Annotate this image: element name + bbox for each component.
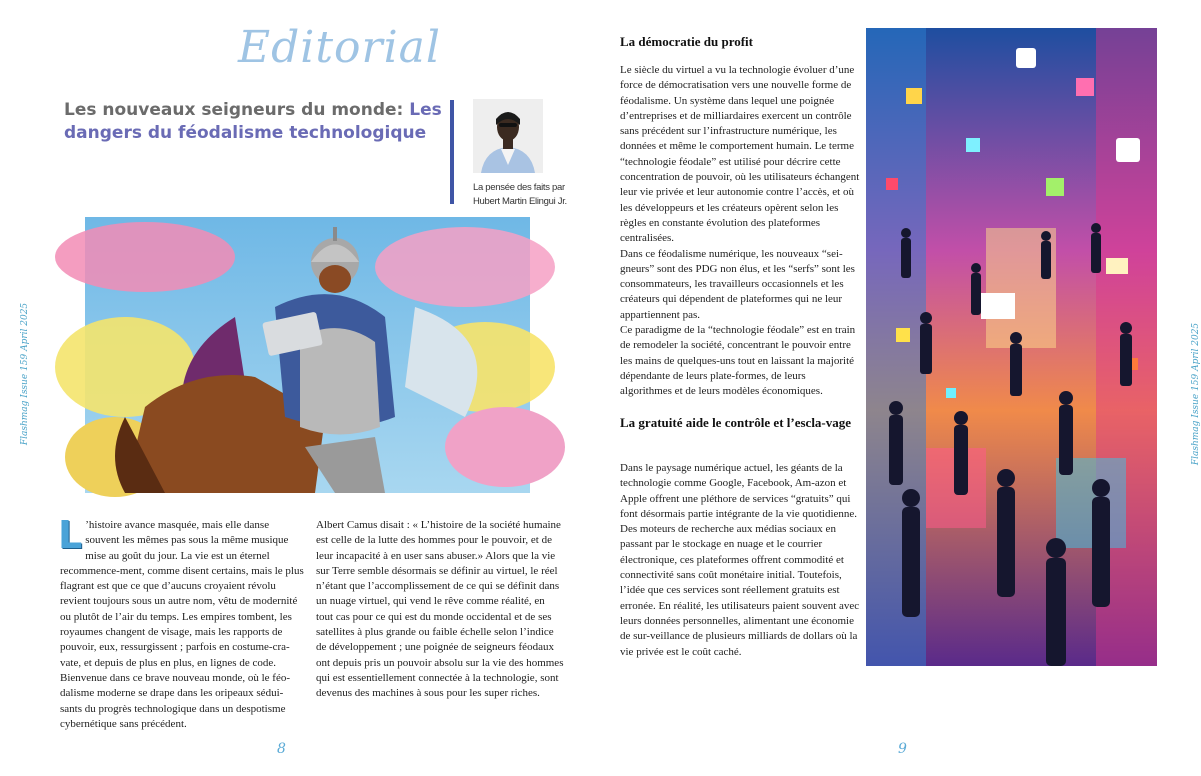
headline-accent: Les dangers du féodalisme technologique xyxy=(64,100,442,143)
section-body-1 xyxy=(620,63,860,400)
column-2-text: Albert Camus disait : « L’histoire de la société humaine est celle de la lutte des hommes pour le pouvoir, et de leur incapacité à en user sans abuser.» Alors que la vie sur Terre semble désormais se définir au virtuel, le réel n’étant que l’accomplissement de ce qui se définit dans un nuage virtuel, qui vend le rêve comme réalité, en tout cas pour ce qui est du monde occidental et de ses satellites à plus grande ou faible échelle selon l’indice de développement ; une poignée de seigneurs féodaux ont depuis pris un pouvoir absolu sur la vie des hommes qui est essentiellement connectée à la technologie, sont devenus des machines à sous pour les super riches. xyxy=(316,519,564,700)
drop-cap: L xyxy=(58,513,83,557)
issue-side-label: Flashmag Issue 159 April 2025 xyxy=(1191,322,1201,466)
right-page xyxy=(600,0,1200,776)
issue-side-label: Flashmag Issue 159 April 2025 xyxy=(20,302,31,446)
section-1-text: Le siècle du virtuel a vu la technologie évoluer d’une force de démocratisation vers une nouvelle forme de féodalisme. Un système dans lequel une poignée d’entreprises et de milliardaires exercent un contrôle sans précédent sur l’infrastructure numérique, les données et même le comportement humain. Le terme “technologie féodale” est utilisé pour décrire cette concentration de pouvoir, où les utilisateurs échangent leur vie privée et leur autonomie contre l’accès, et où les développeurs et les créateurs opèrent selon les règles en constante évolution des plateformes centralisées. Dans ce féodalisme numérique, les nouveaux “sei-gneurs” sont des PDG non élus, et les “serfs” sont les consommateurs, les travailleurs occasionnels et les créateurs qui dépendent de plateformes qui ne leur appartiennent pas. Ce paradigme de la “technologie féodale” est en train de remodeler la société, concentrant le pouvoir entre les mains de quelques-uns tout en laissant la majorité dépendante de leurs plate-formes, de leurs algorithmes et de leurs modèles économiques. xyxy=(620,64,860,398)
page-number: 8 xyxy=(277,741,286,757)
section-body-2 xyxy=(620,461,860,660)
knight-illustration xyxy=(85,217,530,493)
section-title-2: La gratuité aide le contrôle et l’escla-vage xyxy=(620,415,852,430)
digital-crowd-illustration xyxy=(866,28,1157,666)
headline-main: Les nouveaux seigneurs du monde: xyxy=(64,100,404,120)
section-2-text: Dans le paysage numérique actuel, les géants de la technologie comme Google, Facebook, Am-azon et Apple offrent une pléthore de services “gratuits” qui font désormais partie intégrante de la vie quotidienne. Des moteurs de recherche aux médias sociaux en passant par le stockage en nuage et le courrier électronique, ces plateformes offrent commodité et connectivité sans coût monétaire initial. Toutefois, l’idée que ces services sont réellement gratuits est erronée. En réalité, les utilisateurs paient souvent avec leurs données personnelles, alimentant une économie de sur-veillance de plusieurs milliards de dollars où la vie privée est le coût caché. xyxy=(620,462,860,658)
byline-divider xyxy=(450,100,454,204)
author-photo xyxy=(473,99,543,173)
page-number: 9 xyxy=(898,741,907,757)
article-headline xyxy=(64,99,442,145)
section-title-1: La démocratie du profit xyxy=(620,34,753,49)
masthead-title: Editorial xyxy=(238,22,441,73)
column-1-text: ’histoire avance masquée, mais elle danse souvent les mêmes pas sous la même musique mise au goût du jour. La vie est un éternel recommence-ment, comme disent certains, mais le plus flagrant est que ce que d’aucuns croyaient révolu revient toujours sous un autre nom, vêtu de modernité ou plutôt de l’air du temps. Les empires tombent, les royaumes changent de visage, mais les rapports de pouvoir, eux, ressurgissent ; parfois en costume-cra-vate, et depuis de plus en plus, en lignes de code. Bienvenue dans ce brave nouveau monde, où le féo-dalisme moderne se drape dans les oripeaux sédui-sants du progrès technologique dans un despotisme cybernétique sans précédent. xyxy=(60,519,304,730)
article-column-1 xyxy=(58,513,305,732)
left-page xyxy=(0,0,600,776)
author-caption: La pensée des faits par Hubert Martin Elingui Jr. xyxy=(473,182,567,207)
article-column-2 xyxy=(316,518,564,702)
